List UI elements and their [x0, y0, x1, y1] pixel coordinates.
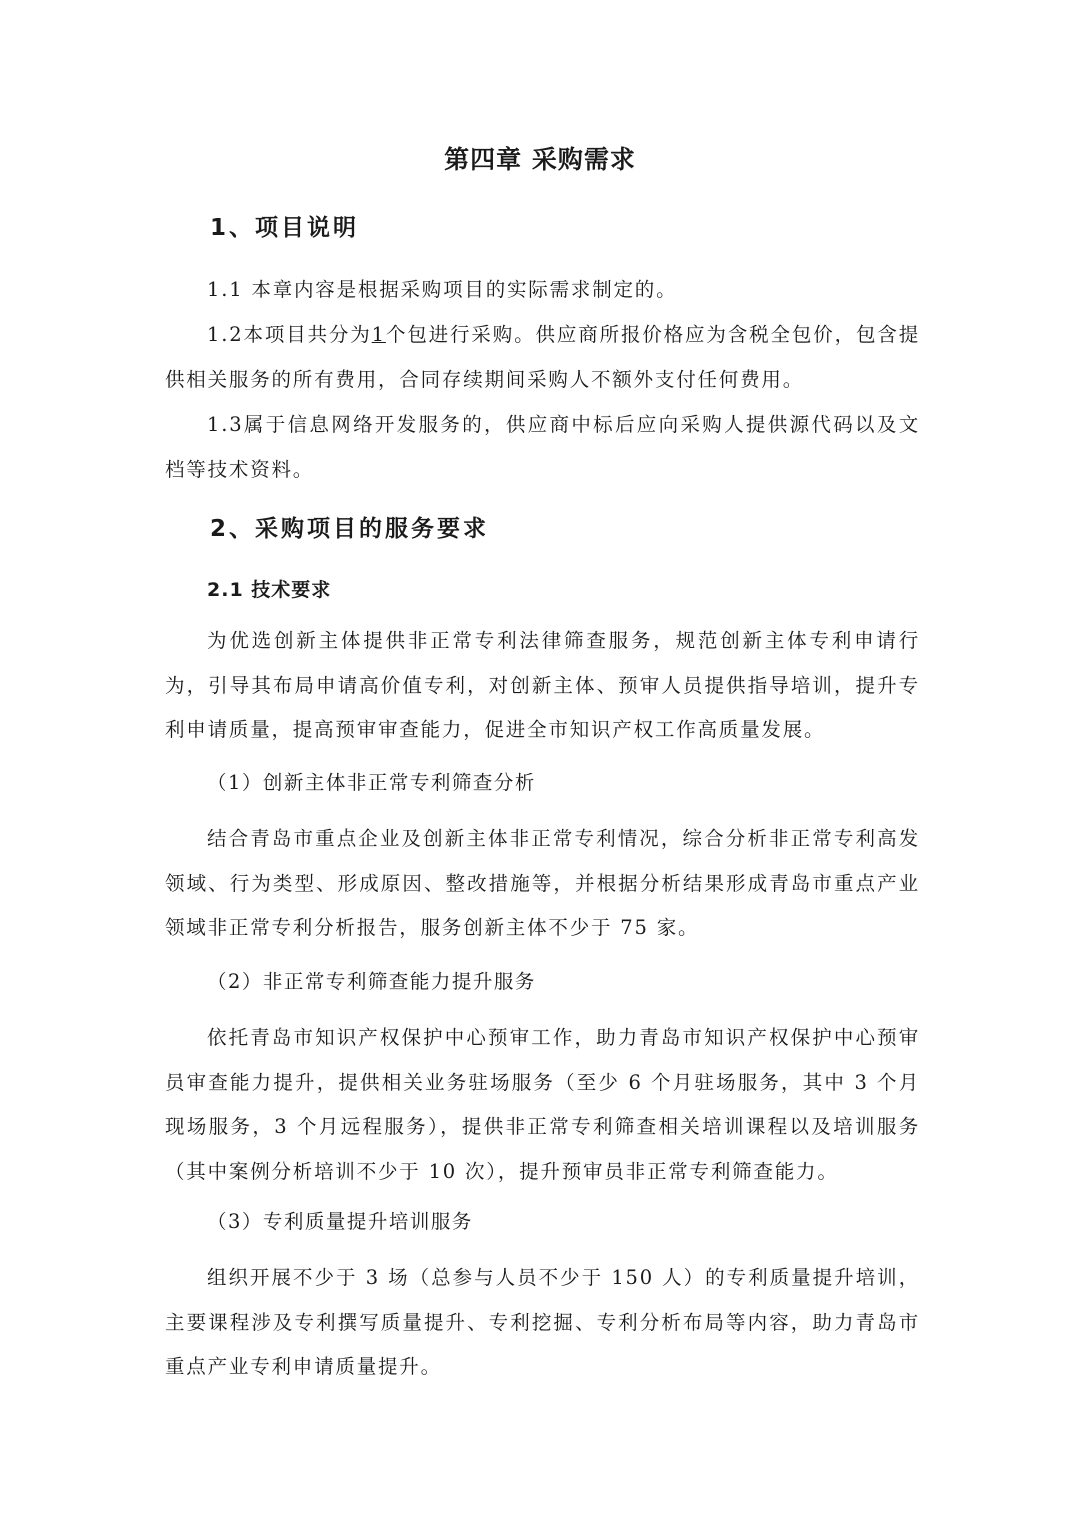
- paragraph-1-3: 1.3属于信息网络开发服务的，供应商中标后应向采购人提供源代码以及文档等技术资料。: [165, 413, 920, 481]
- paragraph-1-1: 1.1 本章内容是根据采购项目的实际需求制定的。: [207, 278, 678, 301]
- item-3-text: 组织开展不少于 3 场（总参与人员不少于 150 人）的专利质量提升培训，主要课程涉及专利撰写质量提升、专利挖掘、专利分析布局等内容，助力青岛市重点产业专利申请质量提升。: [165, 1266, 920, 1378]
- item-2-title: （2）非正常专利筛查能力提升服务: [207, 970, 536, 993]
- paragraph-1-2: [165, 313, 920, 402]
- paragraph-1-2-text-b: 个包进行采购。供应商所报价格应为含税全包价，包含提供相关服务的所有费用，合同存续期间采购人不额外支付任何费用。: [165, 323, 920, 391]
- section-2-heading: 2、采购项目的服务要求: [210, 516, 490, 542]
- subsection-2-1-heading: 2.1 技术要求: [207, 579, 332, 601]
- technical-requirements-intro: 为优选创新主体提供非正常专利法律筛查服务，规范创新主体专利申请行为，引导其布局申请高价值专利，对创新主体、预审人员提供指导培训，提升专利申请质量，提高预审审查能力，促进全市知识产权工作高质量发展。: [165, 629, 920, 741]
- item-2-text: 依托青岛市知识产权保护中心预审工作，助力青岛市知识产权保护中心预审员审查能力提升，提供相关业务驻场服务（至少 6 个月驻场服务，其中 3 个月现场服务，3 个月远程服务），提供非正常专利筛查相关培训课程以及培训服务（其中案例分析培训不少于 10 次），提升预审员非正常专利筛查能力。: [165, 1026, 920, 1183]
- section-1-heading: 1、项目说明: [210, 215, 360, 241]
- item-3-title: （3）专利质量提升培训服务: [207, 1210, 473, 1233]
- package-count: 1: [371, 323, 386, 346]
- item-1-text: 结合青岛市重点企业及创新主体非正常专利情况，综合分析非正常专利高发领域、行为类型、形成原因、整改措施等，并根据分析结果形成青岛市重点产业领域非正常专利分析报告，服务创新主体不少于 75 家。: [165, 827, 920, 939]
- chapter-title: 第四章 采购需求: [444, 145, 636, 174]
- paragraph-1-2-text-a: 1.2本项目共分为: [207, 323, 372, 346]
- item-1-title: （1）创新主体非正常专利筛查分析: [207, 771, 536, 794]
